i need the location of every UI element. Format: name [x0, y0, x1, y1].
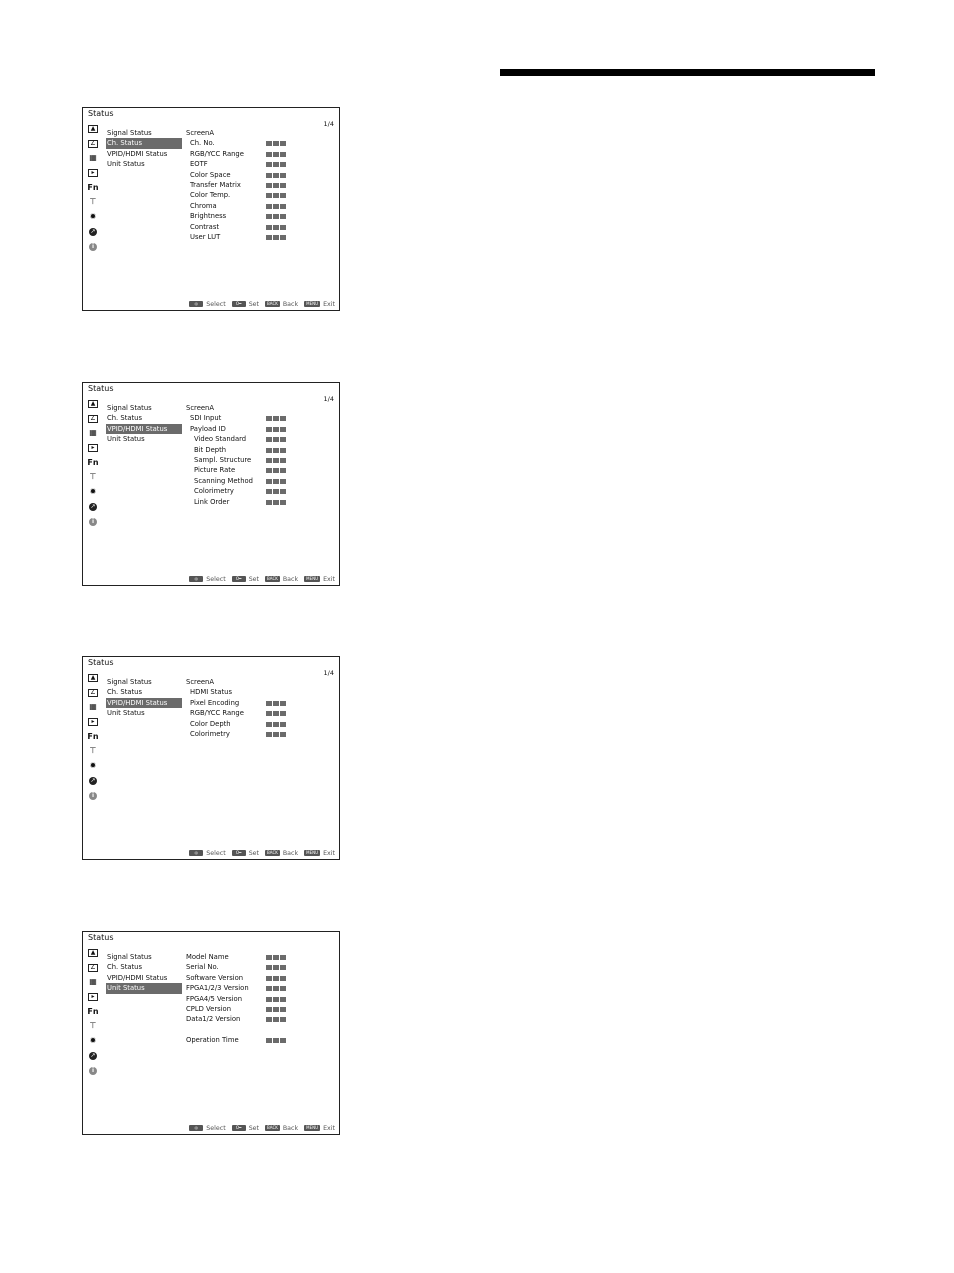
footer-bar	[189, 1125, 335, 1132]
placeholder-value	[266, 965, 286, 970]
status-row	[186, 232, 331, 242]
menu-item[interactable]: VPID/HDMI Status	[107, 149, 168, 158]
status-row	[186, 128, 331, 138]
icon-sidebar	[88, 400, 100, 532]
screen-title: Status	[88, 384, 114, 393]
row-label: Link Order	[194, 497, 230, 506]
info-icon[interactable]: i	[89, 1067, 97, 1075]
info-icon[interactable]: i	[89, 792, 97, 800]
row-label: Video Standard	[194, 435, 247, 444]
row-label: Color Space	[190, 170, 231, 179]
menu-item[interactable]: VPID/HDMI Status	[106, 698, 182, 708]
compass-icon[interactable]: ↗	[90, 1051, 96, 1059]
status-row	[186, 983, 331, 993]
menu-item[interactable]: Signal Status	[107, 678, 152, 686]
row-label: Transfer Matrix	[190, 180, 241, 189]
icon-sidebar	[88, 125, 100, 257]
status-row	[186, 719, 331, 729]
status-row	[186, 687, 331, 697]
menu-item[interactable]: Unit Status	[106, 983, 182, 993]
row-label: ScreenA	[186, 678, 215, 686]
waveform-icon[interactable]: ∠	[88, 140, 98, 148]
status-row	[186, 222, 331, 232]
screen-title: Status	[88, 658, 114, 667]
footer-exit[interactable]: MENU Exit	[306, 850, 335, 857]
placeholder-value	[266, 225, 286, 230]
fn-icon[interactable]: Fn	[87, 182, 99, 192]
row-label: RGB/YCC Range	[190, 709, 244, 718]
input-icon[interactable]: ▸	[88, 718, 98, 726]
grid-icon[interactable]: ▦	[89, 153, 97, 163]
status-screen	[82, 107, 340, 311]
row-label: Bit Depth	[194, 445, 227, 454]
menu-item[interactable]: Signal Status	[107, 953, 152, 961]
grid-icon[interactable]: ▦	[89, 977, 97, 987]
menu-item[interactable]: Ch. Status	[107, 414, 143, 423]
compass-icon[interactable]: ↗	[90, 776, 96, 784]
set-key-icon: O═	[232, 1125, 246, 1131]
placeholder-value	[266, 427, 286, 432]
status-row	[186, 201, 331, 211]
picture-icon[interactable]: ▲	[88, 674, 98, 682]
input-icon[interactable]: ▸	[88, 993, 98, 1001]
placeholder-value	[266, 468, 286, 473]
status-row	[186, 729, 331, 739]
footer-set[interactable]: O═ Set	[232, 1125, 259, 1132]
placeholder-value	[266, 141, 286, 146]
status-row	[186, 962, 331, 972]
row-label: Operation Time	[186, 1036, 239, 1045]
row-label: Color Temp.	[190, 191, 231, 200]
row-label: Pixel Encoding	[190, 698, 240, 707]
fn-icon[interactable]: Fn	[87, 731, 99, 741]
row-label: SDI Input	[190, 414, 222, 423]
row-label: Sampl. Structure	[194, 455, 252, 464]
row-label: Colorimetry	[194, 487, 234, 496]
status-row	[186, 677, 331, 687]
menu-item[interactable]: Ch. Status	[107, 963, 143, 972]
status-row	[186, 1025, 331, 1035]
status-screen	[82, 931, 340, 1135]
status-row	[186, 403, 331, 413]
icon-sidebar	[88, 674, 100, 806]
footer-select[interactable]: ◎ Select	[189, 301, 225, 308]
status-row	[186, 413, 331, 423]
menu-key-icon: MENU	[306, 576, 319, 581]
placeholder-value	[266, 489, 286, 494]
fn-icon[interactable]: Fn	[87, 457, 99, 467]
grid-icon[interactable]: ▦	[89, 428, 97, 438]
footer-exit[interactable]: MENU Exit	[306, 576, 335, 583]
placeholder-value	[266, 1038, 286, 1043]
status-content	[186, 677, 331, 739]
select-key-icon: ◎	[189, 1125, 203, 1131]
status-row	[186, 465, 331, 475]
info-icon[interactable]: i	[89, 243, 97, 251]
footer-set[interactable]: O═ Set	[232, 850, 259, 857]
input-icon[interactable]: ▸	[88, 169, 98, 177]
status-row	[186, 434, 331, 444]
row-label: Brightness	[190, 212, 227, 221]
status-row	[186, 159, 331, 169]
row-label: Contrast	[190, 222, 220, 231]
status-row	[186, 138, 331, 148]
row-label: Scanning Method	[194, 476, 253, 485]
row-label: CPLD Version	[186, 1004, 232, 1013]
status-row	[186, 476, 331, 486]
page-indicator: 1/4	[323, 669, 334, 677]
row-label: ScreenA	[186, 404, 215, 412]
status-row	[186, 994, 331, 1004]
back-key-icon: BACK	[267, 850, 278, 855]
status-row	[186, 180, 331, 190]
info-icon[interactable]: i	[89, 518, 97, 526]
status-row	[186, 170, 331, 180]
placeholder-value	[266, 437, 286, 442]
set-key-icon: O═	[232, 850, 246, 856]
row-label: Model Name	[186, 953, 229, 961]
placeholder-value	[266, 152, 286, 157]
status-row	[186, 445, 331, 455]
footer-select[interactable]: ◎ Select	[189, 576, 225, 583]
set-key-icon: O═	[232, 301, 246, 307]
placeholder-value	[266, 732, 286, 737]
menu-item[interactable]: Unit Status	[107, 435, 145, 444]
select-key-icon: ◎	[189, 576, 203, 582]
status-menu	[106, 128, 182, 170]
status-content	[186, 128, 331, 242]
placeholder-value	[266, 204, 286, 209]
row-label: FPGA1/2/3 Version	[186, 984, 249, 993]
back-key-icon: BACK	[267, 301, 278, 306]
placeholder-value	[266, 448, 286, 453]
footer-back[interactable]: BACK Back	[267, 301, 299, 308]
placeholder-value	[266, 701, 286, 706]
placeholder-value	[266, 458, 286, 463]
footer-bar	[189, 576, 335, 583]
input-icon[interactable]: ▸	[88, 444, 98, 452]
placeholder-value	[266, 183, 286, 188]
compass-icon[interactable]: ↗	[90, 227, 96, 235]
menu-key-icon: MENU	[306, 301, 319, 306]
gear-icon[interactable]: ✹	[89, 761, 97, 771]
placeholder-value	[266, 976, 286, 981]
footer-set[interactable]: O═ Set	[232, 576, 259, 583]
row-label: Software Version	[186, 973, 244, 982]
status-screen	[82, 656, 340, 860]
placeholder-value	[266, 711, 286, 716]
placeholder-value	[266, 479, 286, 484]
picture-icon[interactable]: ▲	[88, 400, 98, 408]
footer-exit[interactable]: MENU Exit	[306, 301, 335, 308]
menu-item[interactable]: Ch. Status	[107, 688, 143, 697]
placeholder-value	[266, 162, 286, 167]
placeholder-value	[266, 500, 286, 505]
footer-back[interactable]: BACK Back	[267, 576, 299, 583]
footer-exit[interactable]: MENU Exit	[306, 1125, 335, 1132]
placeholder-value	[266, 722, 286, 727]
status-row	[186, 211, 331, 221]
status-row	[186, 973, 331, 983]
row-label: Data1/2 Version	[186, 1015, 241, 1024]
waveform-icon[interactable]: ∠	[88, 964, 98, 972]
menu-item[interactable]: Signal Status	[107, 129, 152, 137]
status-row	[186, 708, 331, 718]
fn-icon[interactable]: Fn	[87, 1006, 99, 1016]
menu-item[interactable]: VPID/HDMI Status	[106, 424, 182, 434]
footer-bar	[189, 850, 335, 857]
status-row	[186, 190, 331, 200]
placeholder-value	[266, 986, 286, 991]
gear-icon[interactable]: ✹	[89, 1036, 97, 1046]
gear-icon[interactable]: ✹	[89, 487, 97, 497]
status-menu	[106, 677, 182, 719]
row-label: EOTF	[190, 160, 208, 169]
status-row	[186, 1035, 331, 1045]
picture-icon[interactable]: ▲	[88, 949, 98, 957]
footer-bar	[189, 301, 335, 308]
status-menu	[106, 403, 182, 445]
select-key-icon: ◎	[189, 850, 203, 856]
footer-set[interactable]: O═ Set	[232, 301, 259, 308]
waveform-icon[interactable]: ∠	[88, 689, 98, 697]
row-label: Picture Rate	[194, 466, 236, 475]
marker-icon[interactable]: ⊤	[89, 472, 97, 482]
placeholder-value	[266, 235, 286, 240]
page-indicator: 1/4	[323, 395, 334, 403]
row-label: RGB/YCC Range	[190, 149, 244, 158]
gear-icon[interactable]: ✹	[89, 212, 97, 222]
status-row	[186, 497, 331, 507]
icon-sidebar	[88, 949, 100, 1081]
footer-select[interactable]: ◎ Select	[189, 1125, 225, 1132]
marker-icon[interactable]: ⊤	[89, 746, 97, 756]
back-key-icon: BACK	[267, 576, 278, 581]
menu-item[interactable]: Signal Status	[107, 404, 152, 412]
row-label: HDMI Status	[190, 688, 233, 697]
menu-key-icon: MENU	[306, 1125, 319, 1130]
select-key-icon: ◎	[189, 301, 203, 307]
row-label: Ch. No.	[190, 139, 215, 148]
row-label: Serial No.	[186, 963, 219, 972]
status-row	[186, 1014, 331, 1024]
placeholder-value	[266, 997, 286, 1002]
grid-icon[interactable]: ▦	[89, 702, 97, 712]
menu-key-icon: MENU	[306, 850, 319, 855]
status-row	[186, 424, 331, 434]
page-indicator: 1/4	[323, 120, 334, 128]
row-label: Chroma	[190, 201, 217, 210]
placeholder-value	[266, 214, 286, 219]
menu-item[interactable]: Unit Status	[107, 160, 145, 169]
compass-icon[interactable]: ↗	[90, 502, 96, 510]
screen-title: Status	[88, 933, 114, 942]
menu-item[interactable]: VPID/HDMI Status	[107, 973, 168, 982]
footer-back[interactable]: BACK Back	[267, 850, 299, 857]
placeholder-value	[266, 173, 286, 178]
back-key-icon: BACK	[267, 1125, 278, 1130]
footer-back[interactable]: BACK Back	[267, 1125, 299, 1132]
status-menu	[106, 952, 182, 994]
set-key-icon: O═	[232, 576, 246, 582]
row-label: Colorimetry	[190, 729, 230, 738]
status-row	[186, 486, 331, 496]
marker-icon[interactable]: ⊤	[89, 197, 97, 207]
screen-title: Status	[88, 109, 114, 118]
status-content	[186, 403, 331, 507]
row-label: FPGA4/5 Version	[186, 994, 243, 1003]
placeholder-value	[266, 193, 286, 198]
status-row	[186, 149, 331, 159]
placeholder-value	[266, 955, 286, 960]
placeholder-value	[266, 1007, 286, 1012]
placeholder-value	[266, 416, 286, 421]
footer-select[interactable]: ◎ Select	[189, 850, 225, 857]
status-content	[186, 952, 331, 1046]
section-rule	[500, 69, 875, 76]
placeholder-value	[266, 1017, 286, 1022]
row-label: Payload ID	[190, 424, 226, 433]
status-row	[186, 455, 331, 465]
status-screen	[82, 382, 340, 586]
status-row	[186, 952, 331, 962]
row-label: ScreenA	[186, 129, 215, 137]
status-row	[186, 1004, 331, 1014]
row-label: Color Depth	[190, 719, 231, 728]
waveform-icon[interactable]: ∠	[88, 415, 98, 423]
menu-item[interactable]: Ch. Status	[106, 138, 182, 148]
picture-icon[interactable]: ▲	[88, 125, 98, 133]
marker-icon[interactable]: ⊤	[89, 1021, 97, 1031]
row-label: User LUT	[190, 232, 221, 241]
menu-item[interactable]: Unit Status	[107, 709, 145, 718]
status-row	[186, 698, 331, 708]
